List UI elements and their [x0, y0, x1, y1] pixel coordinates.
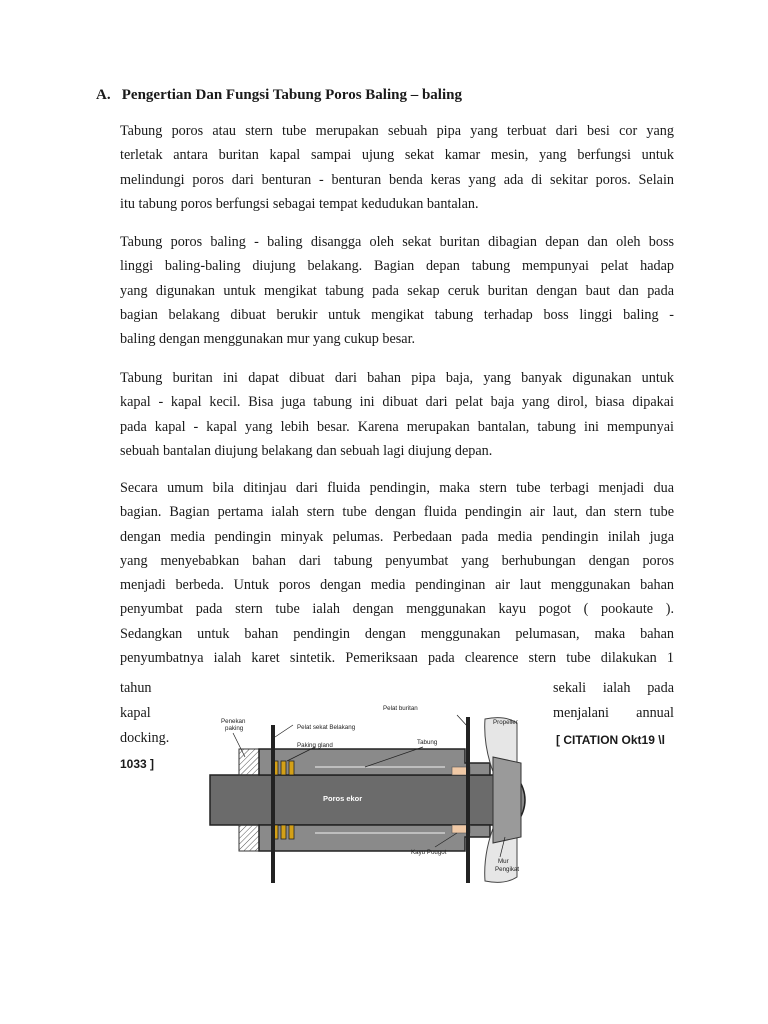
gland-housing-bottom: [239, 825, 259, 851]
text-line: pada kapal - kapal yang lebih besar. Karena merupakan bantalan, tabung ini mempunyai: [120, 418, 674, 435]
text-line: baling dengan menggunakan mur yang cukup besar.: [120, 331, 416, 348]
text-line: yang digunakan untuk mengikat tabung pada sekap ceruk buritan dengan baut dan pada: [120, 282, 674, 299]
text-line: bagian belakang dibuat berukir untuk mengikat tabung terhadap boss linggi baling -: [120, 306, 674, 323]
citation-field-tail: 1033 ]: [120, 757, 155, 771]
label-penekan: Penekan: [221, 718, 246, 725]
text-line: penyumbatnya ialah karet sintetik. Pemeriksaan pada clearence stern tube dilakukan 1: [120, 650, 674, 667]
label-pengikat: Pengikat: [495, 866, 520, 873]
text-line: Tabung buritan ini dapat dibuat dari bahan pipa baja, yang banyak digunakan untuk: [120, 370, 674, 386]
label-pelat-sekat: Pelat sekat Belakang: [297, 724, 356, 731]
text-line: Secara umum bila ditinjau dari fluida pendingin, maka stern tube terbagi menjadi dua: [120, 480, 674, 496]
text-line: Sedangkan untuk bahan pendingin dengan menggunakan pelumasan, maka bahan: [120, 625, 674, 642]
label-paking-gland: Paking gland: [297, 742, 333, 749]
text-line: Tabung poros baling - baling disangga oleh sekat buritan dibagian depan dan oleh boss: [120, 234, 674, 250]
label-pelat-buritan: Pelat buritan: [383, 705, 418, 712]
paragraph-2: [120, 230, 674, 351]
label-poros-ekor: Poros ekor: [323, 794, 363, 803]
label-propeller: Propeller: [493, 719, 518, 726]
section-number: A.: [96, 87, 111, 103]
stern-tube-diagram: [205, 697, 545, 887]
section-title: Pengertian Dan Fungsi Tabung Poros Baling – baling: [121, 87, 462, 103]
packing-rings-top: [273, 761, 294, 775]
paragraph-4: [120, 476, 674, 670]
text-line: kapal - kapal kecil. Bisa juga tabung ini dibuat dari pelat baja yang dirol, biasa dipakai: [120, 394, 674, 411]
text-line: penyumbat pada stern tube ialah dengan menggunakan kayu pogot ( pookaute ).: [120, 601, 674, 618]
label-mur: Mur: [498, 858, 509, 865]
text-line: bagian. Bagian pertama ialah stern tube dengan fluida pendingin air laut, dan stern tube: [120, 504, 674, 521]
paragraph-3: [120, 366, 674, 463]
text-line: sebuah bantalan diujung belakang dan sebuah lagi diujung depan.: [120, 442, 493, 459]
wrap-text-left: kapal: [120, 705, 151, 721]
gland-housing-top: [239, 749, 259, 775]
paragraph-1: [120, 119, 674, 216]
text-line: dengan media pendingin minyak pelumas. Perbedaan pada media pendingin inilah juga: [120, 528, 674, 545]
label-tabung: Tabung: [417, 739, 438, 746]
text-line: itu tabung poros berfungsi sebagai tempat kedudukan bantalan.: [120, 195, 479, 212]
wrap-text-right: menjalani annual: [553, 705, 674, 721]
wrap-text-right: sekali ialah pada: [553, 680, 674, 696]
label-paking: paking: [225, 725, 244, 732]
propeller-hub: [493, 757, 521, 843]
text-line: linggi baling-baling diujung belakang. Bagian depan tabung mempunyai pelat hadap: [120, 258, 674, 275]
label-kayu-pougot: Kayu Pougot: [411, 849, 447, 856]
text-line: Tabung poros atau stern tube merupakan sebuah pipa yang terbuat dari besi cor yang: [120, 123, 674, 139]
packing-rings-bottom: [273, 825, 294, 839]
wrap-text-left: tahun: [120, 680, 152, 696]
text-line: menjadi berbeda. Untuk poros dengan media pendinginan air laut menggunakan bahan: [120, 577, 674, 594]
section-heading: [96, 87, 462, 104]
wrap-text-left: docking.: [120, 730, 170, 746]
text-line: terletak antara buritan kapal sampai ujung sekat kamar mesin, yang berfungsi untuk: [120, 147, 674, 164]
citation-field: [ CITATION Okt19 \l: [556, 733, 665, 747]
text-line: yang menyebabkan bahan dari tabung penyumbat yang berhubungan dengan poros: [120, 552, 674, 569]
text-line: melindungi poros dari benturan - benturan benda keras yang ada di sekitar poros. Selain: [120, 171, 674, 188]
